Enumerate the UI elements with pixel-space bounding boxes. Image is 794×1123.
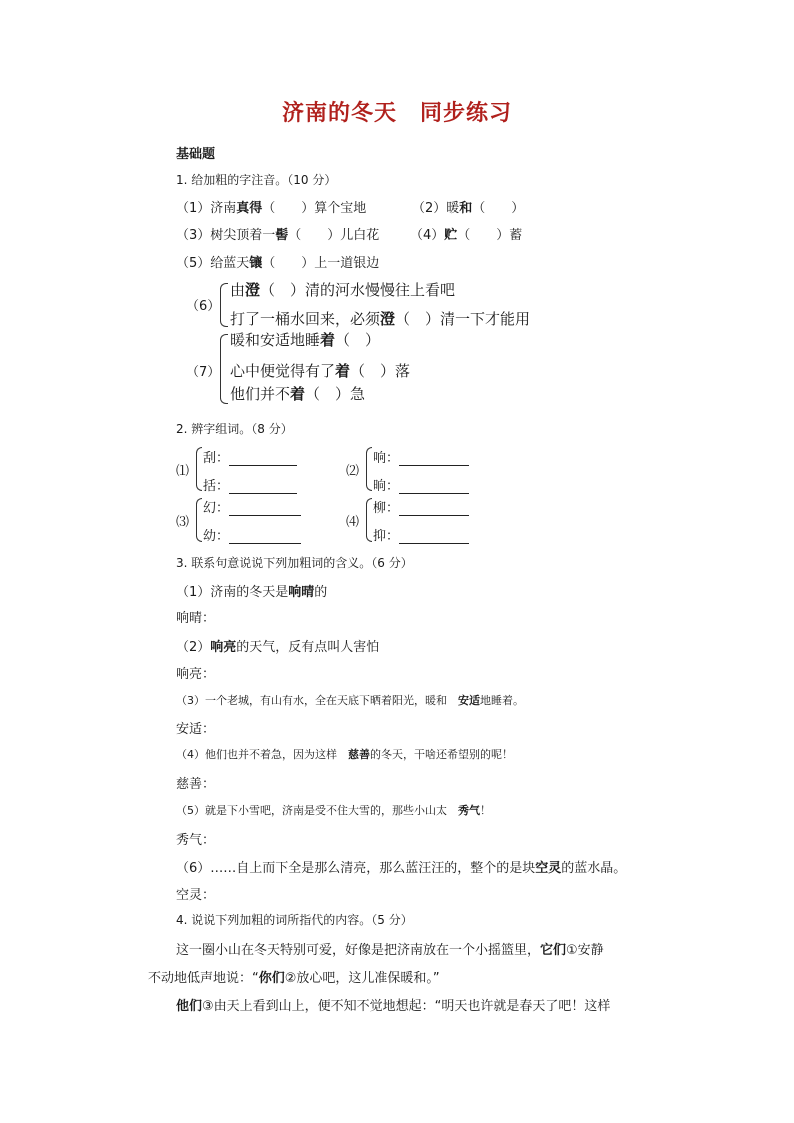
- answer-blank[interactable]: [229, 452, 297, 466]
- q2-group-2-number: ⑵: [346, 464, 360, 479]
- q1-item-2: （2）暖和（ ）: [412, 201, 525, 216]
- q2-group-1-number: ⑴: [176, 464, 190, 479]
- q3-sentence-2: （2）响亮的天气，反有点叫人害怕: [176, 640, 380, 655]
- q1-header: 1. 给加粗的字注音。（10 分）: [176, 173, 337, 187]
- q3-sentence-3: （3）一个老城，有山有水，全在天底下晒着阳光，暖和 安适地睡着。: [176, 694, 524, 707]
- q1-item-1: （1）济南真得（ ）算个宝地: [176, 201, 367, 216]
- brace-icon: [366, 447, 372, 491]
- q1-item-6-line-1: 由澄（ ）清的河水慢慢往上看吧: [230, 281, 456, 299]
- q2-group-3-a: 幻：: [203, 497, 301, 516]
- q3-sentence-4: （4）他们也并不着急，因为这样 慈善的冬天，干啥还希望别的呢！: [176, 748, 513, 761]
- page-title: 济南的冬天 同步练习: [281, 100, 512, 126]
- q4-paragraph-line-3: 他们③由天上看到山上，便不知不觉地想起：“明天也许就是春天了吧！这样: [176, 999, 611, 1014]
- q3-answer-label-3: 安适：: [176, 722, 216, 737]
- q1-item-6-number: （6）: [186, 299, 221, 314]
- brace-icon: [220, 334, 228, 404]
- q2-group-4-number: ⑷: [346, 515, 360, 530]
- answer-blank[interactable]: [229, 530, 301, 544]
- q1-item-7-number: （7）: [186, 365, 221, 380]
- q3-sentence-5: （5）就是下小雪吧，济南是受不住大雪的，那些小山太 秀气！: [176, 804, 491, 817]
- answer-blank[interactable]: [229, 480, 297, 494]
- q3-answer-label-1: 响晴：: [176, 611, 216, 626]
- q2-group-2-b: 晌：: [373, 475, 469, 494]
- q4-paragraph-line-1: 这一圈小山在冬天特别可爱，好像是把济南放在一个小摇篮里，它们①安静: [176, 943, 604, 958]
- q2-group-3-b: 幼：: [203, 525, 301, 544]
- answer-blank[interactable]: [399, 480, 469, 494]
- brace-icon: [366, 498, 372, 542]
- q3-sentence-6: （6）……自上而下全是那么清亮，那么蓝汪汪的，整个的是块空灵的蓝水晶。: [176, 861, 627, 876]
- q4-header: 4. 说说下列加粗的词所指代的内容。（5 分）: [176, 913, 413, 927]
- q4-paragraph-line-2: 不动地低声地说：“你们②放心吧，这儿准保暖和。”: [148, 971, 440, 986]
- q3-answer-label-6: 空灵：: [176, 888, 216, 903]
- q3-header: 3. 联系句意说说下列加粗词的含义。（6 分）: [176, 556, 413, 570]
- q3-answer-label-2: 响亮：: [176, 667, 216, 682]
- q2-group-3-number: ⑶: [176, 515, 190, 530]
- answer-blank[interactable]: [399, 502, 469, 516]
- answer-blank[interactable]: [399, 452, 469, 466]
- answer-blank[interactable]: [229, 502, 301, 516]
- q2-group-1-b: 括：: [203, 475, 297, 494]
- q3-sentence-1: （1）济南的冬天是响晴的: [176, 585, 328, 600]
- brace-icon: [220, 283, 228, 327]
- q3-answer-label-4: 慈善：: [176, 777, 216, 792]
- brace-icon: [196, 447, 202, 491]
- q2-group-1-a: 刮：: [203, 447, 297, 466]
- q3-answer-label-5: 秀气：: [176, 833, 216, 848]
- q1-item-3: （3）树尖顶着一髻（ ）儿白花: [176, 228, 380, 243]
- q1-item-6-line-2: 打了一桶水回来，必须澄（ ）清一下才能用: [230, 310, 531, 328]
- brace-icon: [196, 498, 202, 542]
- q2-header: 2. 辨字组词。（8 分）: [176, 422, 293, 436]
- q1-item-7-line-1: 暖和安适地睡着（ ）: [230, 331, 381, 349]
- q2-group-4-a: 柳：: [373, 497, 469, 516]
- q1-item-7-line-3: 他们并不着（ ）急: [230, 385, 366, 403]
- q1-item-7-line-2: 心中便觉得有了着（ ）落: [230, 362, 411, 380]
- section-heading: 基础题: [176, 147, 216, 162]
- q2-group-4-b: 抑：: [373, 525, 469, 544]
- answer-blank[interactable]: [399, 530, 469, 544]
- q1-item-5: （5）给蓝天镶（ ）上一道银边: [176, 256, 380, 271]
- q2-group-2-a: 响：: [373, 447, 469, 466]
- q1-item-4: （4）贮（ ）蓄: [410, 228, 523, 243]
